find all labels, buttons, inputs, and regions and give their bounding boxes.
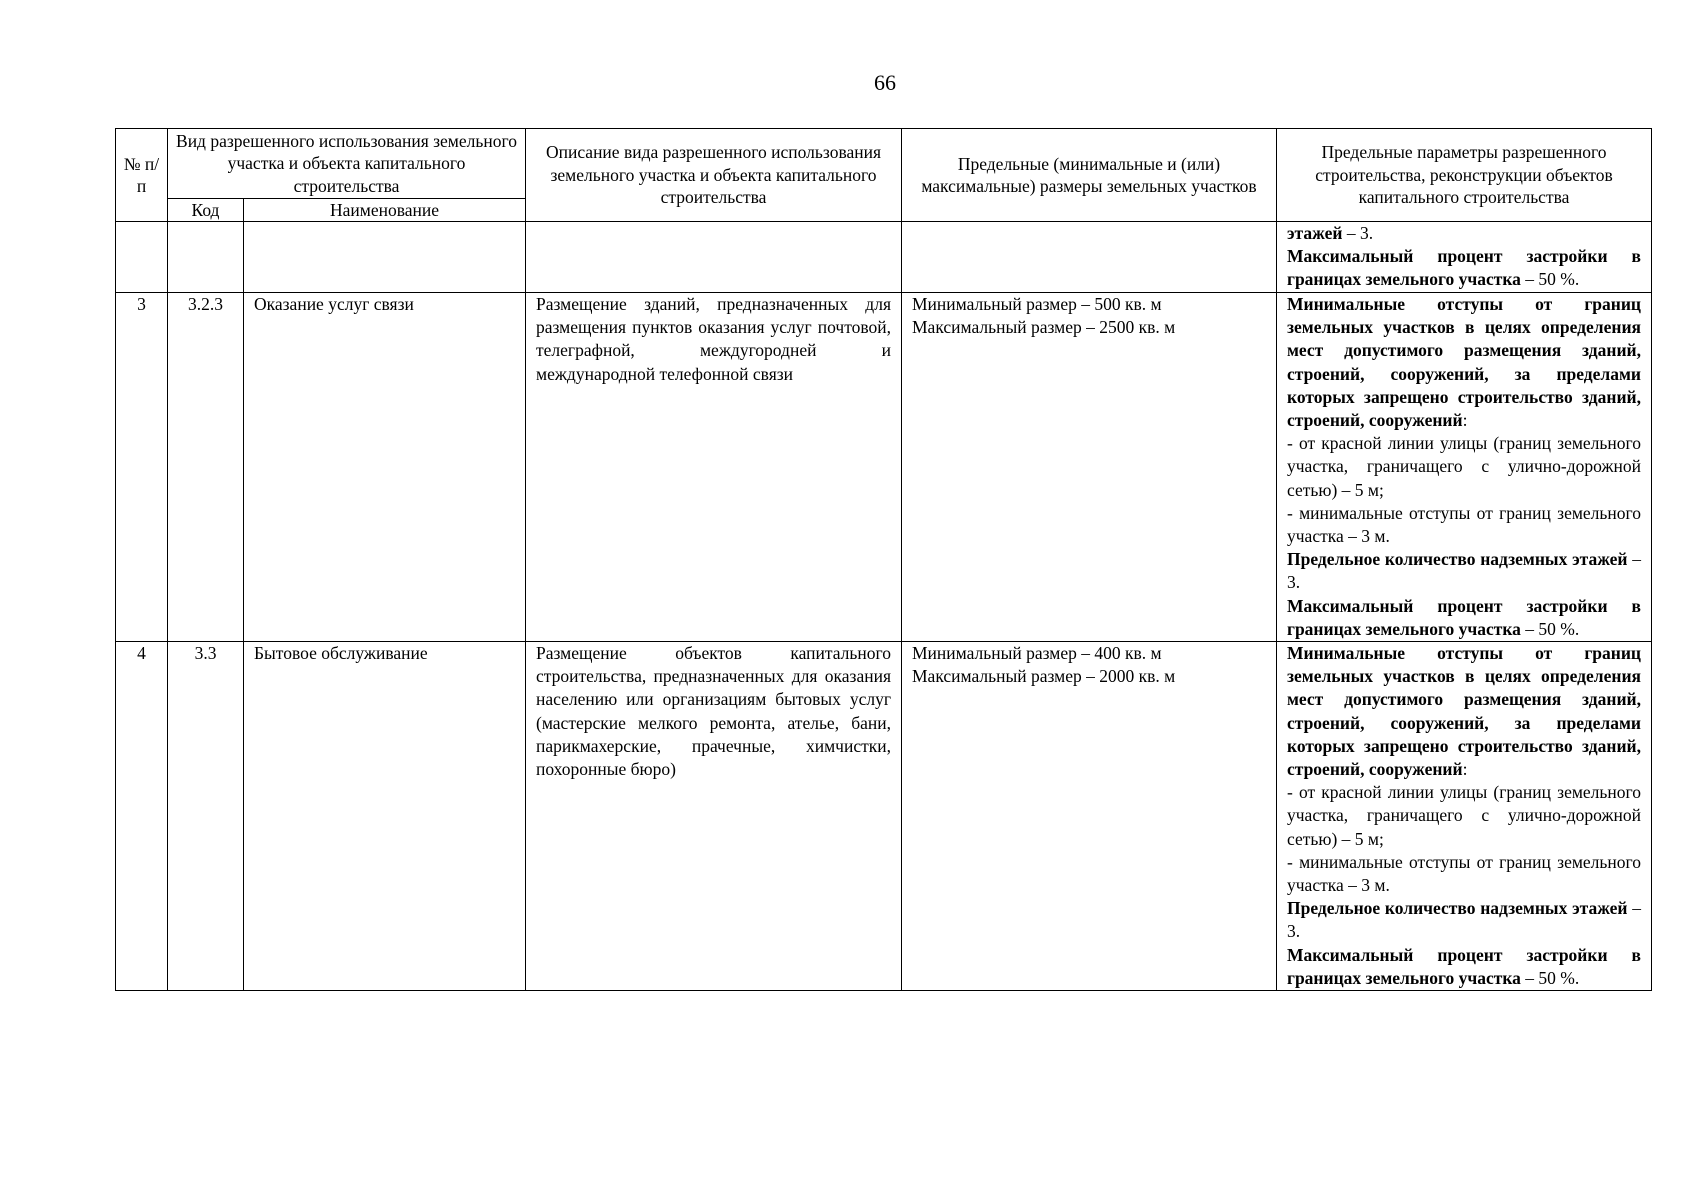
min-setback: - минимальные отступы от границ земельного участка – 3 м.	[1287, 851, 1641, 896]
header-type-group: Вид разрешенного использования земельного участка и объекта капитального строительства	[168, 129, 526, 199]
red-line-setback: - от красной линии улицы (границ земельного участка, граничащего с улично-дорожной сетью) – 5 м;	[1287, 433, 1641, 500]
cell-code: 3.3	[168, 642, 244, 991]
cell-sizes	[902, 222, 1277, 293]
header-params: Предельные параметры разрешенного строительства, реконструкции объектов капитального строительства	[1277, 129, 1652, 222]
header-code: Код	[168, 199, 244, 222]
cell-code	[168, 222, 244, 293]
cell-description	[526, 222, 902, 293]
table-row	[116, 293, 1652, 642]
setbacks-heading: Минимальные отступы от границ земельных участков в целях определения мест допустимого размещения зданий, строений, сооружений, за пределами которых запрещено строительство зданий, строений, сооружений:	[1287, 294, 1641, 431]
cell-name: Оказание услуг связи	[244, 293, 526, 642]
cell-params	[1277, 293, 1652, 642]
min-setback: - минимальные отступы от границ земельного участка – 3 м.	[1287, 502, 1641, 547]
cell-name	[244, 222, 526, 293]
max-size: Максимальный размер – 2000 кв. м	[912, 666, 1176, 687]
coverage-limit: Максимальный процент застройки в границах земельного участка – 50 %.	[1287, 246, 1641, 290]
table-header-row	[116, 129, 1652, 199]
red-line-setback: - от красной линии улицы (границ земельного участка, граничащего с улично-дорожной сетью) – 5 м;	[1287, 782, 1641, 849]
table-row	[116, 642, 1652, 991]
min-size: Минимальный размер – 400 кв. м	[912, 643, 1162, 664]
max-size: Максимальный размер – 2500 кв. м	[912, 317, 1176, 338]
setbacks-heading: Минимальные отступы от границ земельных участков в целях определения мест допустимого размещения зданий, строений, сооружений, за пределами которых запрещено строительство зданий, строений, сооружений:	[1287, 643, 1641, 780]
cell-params	[1277, 222, 1652, 293]
header-num: № п/п	[116, 129, 168, 222]
cell-description: Размещение зданий, предназначенных для размещения пунктов оказания услуг почтовой, телеграфной, междугородней и международной телефонной связи	[526, 293, 902, 642]
header-description: Описание вида разрешенного использования земельного участка и объекта капитального строительства	[526, 129, 902, 222]
cell-name: Бытовое обслуживание	[244, 642, 526, 991]
cell-num	[116, 222, 168, 293]
cell-num: 4	[116, 642, 168, 991]
floors-tail: этажей – 3.	[1287, 223, 1374, 243]
floors-limit: Предельное количество надземных этажей – 3.	[1287, 549, 1642, 593]
floors-limit: Предельное количество надземных этажей – 3.	[1287, 898, 1642, 942]
min-size: Минимальный размер – 500 кв. м	[912, 294, 1162, 314]
cell-sizes	[902, 642, 1277, 991]
header-sizes: Предельные (минимальные и (или) максимальные) размеры земельных участков	[902, 129, 1277, 222]
cell-sizes	[902, 293, 1277, 642]
cell-params	[1277, 642, 1652, 991]
cell-num: 3	[116, 293, 168, 642]
header-name: Наименование	[244, 199, 526, 222]
land-use-regulations-table	[115, 128, 1652, 991]
coverage-limit: Максимальный процент застройки в границах земельного участка – 50 %.	[1287, 944, 1641, 988]
coverage-limit: Максимальный процент застройки в границах земельного участка – 50 %.	[1287, 595, 1641, 639]
cell-description: Размещение объектов капитального строительства, предназначенных для оказания населению или организациям бытовых услуг (мастерские мелкого ремонта, ателье, бани, парикмахерские, прачечные, химчистки, похоронные бюро)	[526, 642, 902, 991]
table-row-continuation	[116, 222, 1652, 293]
cell-code: 3.2.3	[168, 293, 244, 642]
page-number: 66	[874, 70, 896, 95]
